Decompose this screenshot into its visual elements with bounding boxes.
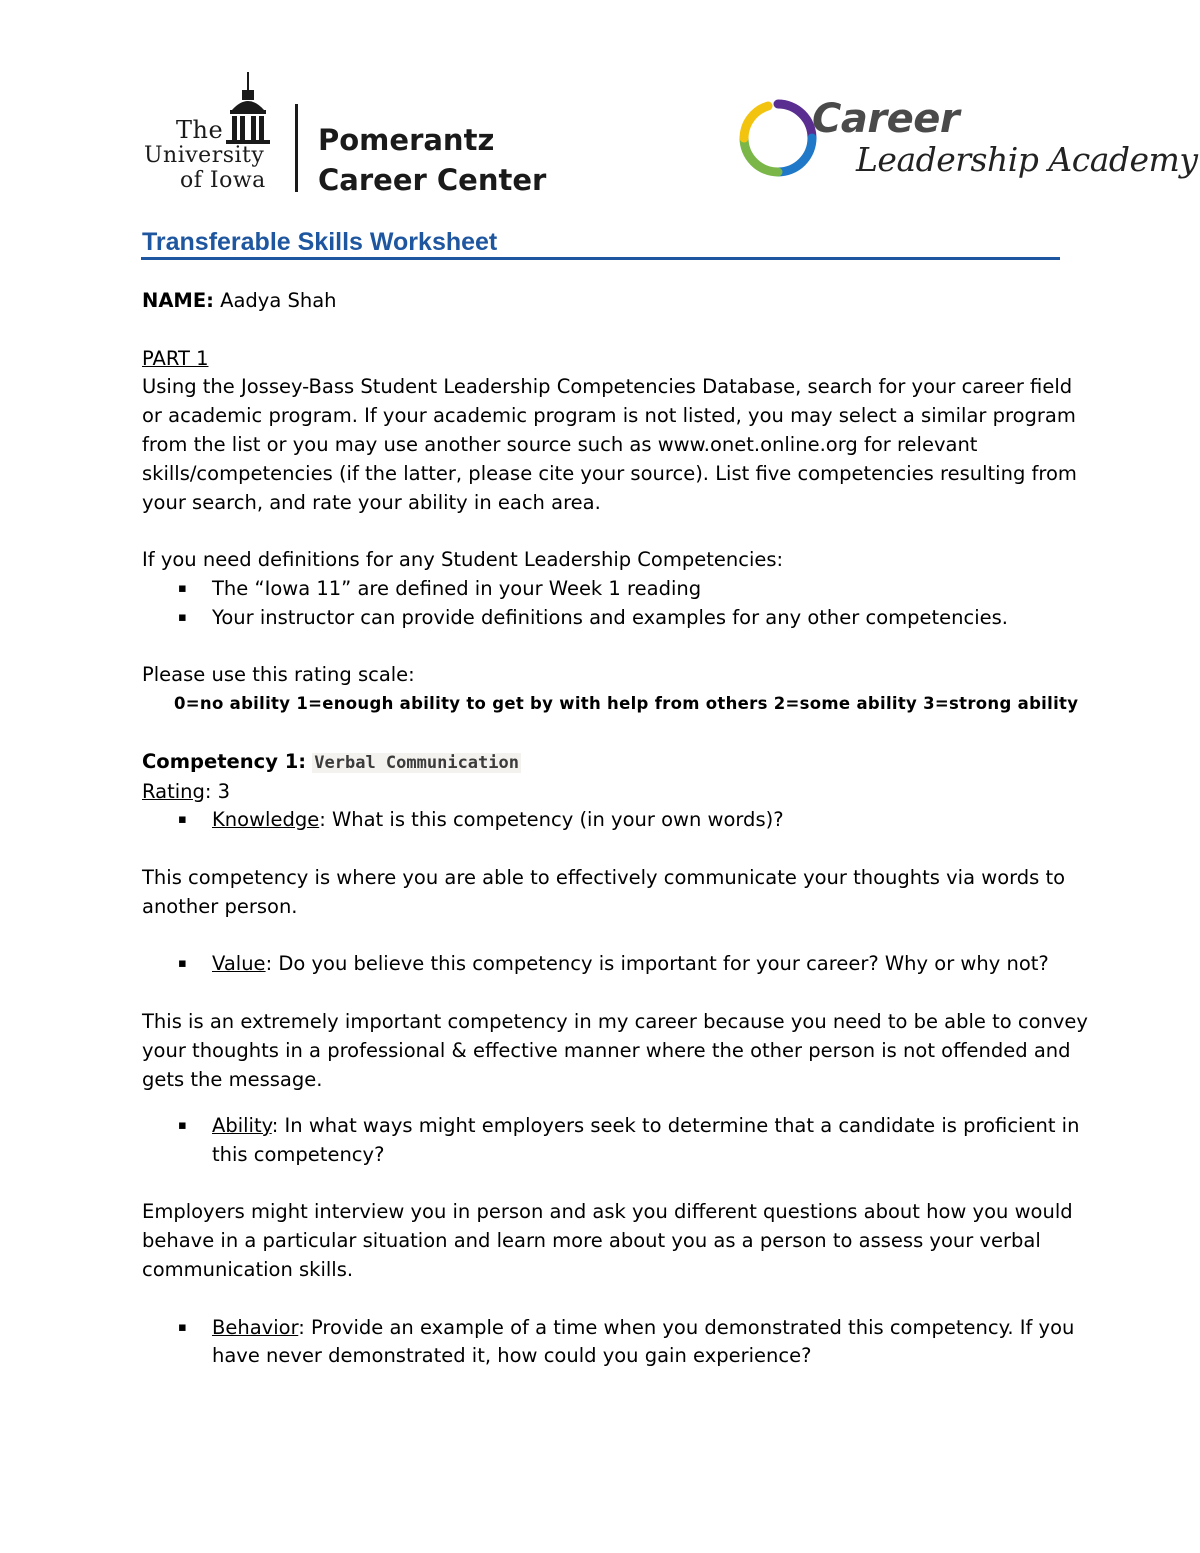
ability-answer-line: behave in a particular situation and learn more about you as a person to assess your verbal — [142, 1229, 1041, 1253]
rating-value: : 3 — [204, 779, 231, 803]
bullet-icon: ▪ — [178, 580, 187, 596]
competency-name: Verbal Communication — [314, 752, 519, 773]
name-value: Aadya Shah — [213, 289, 337, 312]
rating-scale: 0=no ability 1=enough ability to get by with help from others 2=some ability 3=strong ability — [174, 694, 1079, 714]
behavior-question-continued: have never demonstrated it, how could you gain experience? — [212, 1344, 812, 1368]
behavior-prompt — [142, 1314, 1075, 1343]
instruction-line: from the list or you may use another source such as www.onet.online.org for relevant — [142, 432, 978, 456]
university-of-iowa-logo — [140, 68, 560, 200]
value-answer-line: gets the message. — [142, 1067, 323, 1091]
bullet-icon: ▪ — [178, 956, 187, 972]
academy-leadership-words: Leadership Academy — [856, 140, 1198, 179]
knowledge-prompt — [142, 806, 1072, 835]
list-item-text: The “Iowa 11” are defined in your Week 1 reading — [212, 576, 702, 600]
ability-label: Ability — [212, 1114, 272, 1137]
instruction-line: Using the Jossey-Bass Student Leadership Competencies Database, search for your career field — [142, 375, 1073, 399]
rating-line — [142, 778, 1072, 807]
ability-answer-line: Employers might interview you in person and ask you different questions about how you would — [142, 1200, 1073, 1224]
career-center-name — [318, 120, 546, 200]
list-item-text: Your instructor can provide definitions and examples for any other competencies. — [212, 605, 1008, 629]
competency-label: Competency 1: — [142, 749, 307, 773]
value-answer-line: your thoughts in a professional & effective manner where the other person is not offended and — [142, 1038, 1071, 1062]
bullet-icon: ▪ — [178, 812, 187, 828]
value-question: : Do you believe this competency is important for your career? Why or why not? — [265, 952, 1049, 976]
value-prompt — [142, 950, 1072, 979]
career-leadership-academy-logo — [738, 92, 1198, 202]
instruction-line: your search, and rate your ability in each area. — [142, 490, 601, 514]
knowledge-question: : What is this competency (in your own words)? — [319, 808, 784, 832]
academy-career-word: Career — [812, 96, 960, 142]
logo-divider — [295, 104, 298, 192]
knowledge-label: Knowledge — [212, 808, 320, 832]
list-item — [142, 604, 1072, 633]
name-line — [142, 287, 1072, 316]
behavior-label: Behavior — [212, 1315, 299, 1339]
worksheet-body — [142, 287, 1088, 1094]
bullet-icon: ▪ — [178, 1319, 187, 1335]
bullet-icon: ▪ — [178, 609, 187, 625]
swirl-icon — [738, 98, 818, 178]
instruction-line: skills/competencies (if the latter, please cite your source). List five competencies resulting from — [142, 461, 1077, 485]
title-underline — [141, 257, 1060, 260]
wordmark-line-the: The — [176, 116, 224, 144]
instruction-line: or academic program. If your academic program is not listed, you may select a similar program — [142, 404, 1076, 428]
ability-prompt — [142, 1112, 1080, 1141]
list-item — [142, 575, 1072, 604]
worksheet-title: Transferable Skills Worksheet — [142, 228, 498, 256]
value-answer-line: This is an extremely important competency in my career because you need to be able to convey — [142, 1009, 1088, 1033]
value-label: Value — [212, 952, 266, 976]
scale-intro: Please use this rating scale: — [142, 663, 415, 687]
rating-label: Rating — [142, 779, 205, 803]
definitions-intro: If you need definitions for any Student Leadership Competencies: — [142, 548, 784, 572]
center-name-line2: Career Center — [318, 163, 547, 197]
ability-question: : In what ways might employers seek to determine that a candidate is proficient in — [271, 1114, 1080, 1137]
wordmark-line-of-iowa: of Iowa — [180, 168, 266, 193]
part-heading: PART 1 — [142, 346, 209, 370]
wordmark-line-university: University — [144, 143, 265, 168]
ability-answer-line: communication skills. — [142, 1257, 354, 1281]
bullet-icon: ▪ — [178, 1118, 187, 1133]
worksheet-body-continued — [142, 1112, 1080, 1371]
ability-question-continued: this competency? — [212, 1142, 385, 1166]
university-wordmark — [144, 118, 284, 193]
center-name-line1: Pomerantz — [318, 123, 495, 157]
name-label: NAME: — [142, 289, 214, 312]
knowledge-answer-line: This competency is where you are able to effectively communicate your thoughts via words to — [142, 865, 1066, 889]
behavior-question: : Provide an example of a time when you demonstrated this competency. If you — [298, 1315, 1075, 1339]
knowledge-answer-line: another person. — [142, 894, 298, 918]
competency-heading — [142, 748, 1072, 778]
